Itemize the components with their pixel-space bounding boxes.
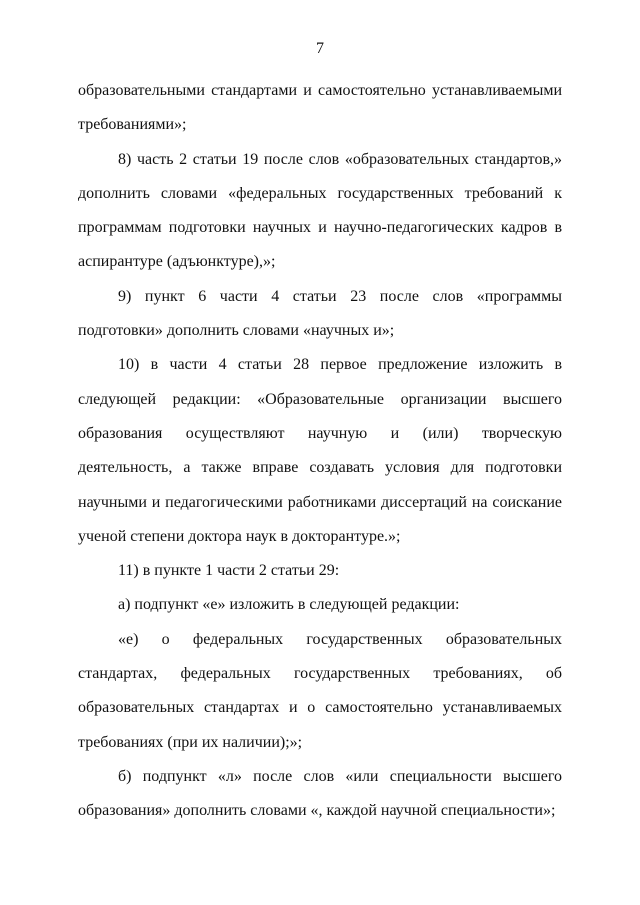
paragraph: 8) часть 2 статьи 19 после слов «образовательных стандартов,» дополнить словами «федеральных государственных требований к программам подготовки научных и научно-педагогических кадров в аспирантуре (адъюнктуре),»; — [78, 150, 562, 271]
paragraph: б) подпункт «л» после слов «или специальности высшего образования» дополнить словами «, каждой научной специальности»; — [78, 767, 562, 820]
page-number: 7 — [316, 40, 324, 57]
paragraph: 10) в части 4 статьи 28 первое предложение изложить в следующей редакции: «Образовательные организации высшего образования осуществляют научную и (или) творческую деятельность, а также вправе создавать условия для подготовки научными и педагогическими работниками диссертаций на соискание ученой степени доктора наук в докторантуре.»; — [78, 356, 562, 545]
paragraph: «е) о федеральных государственных образовательных стандартах, федеральных государственных требованиях, об образовательных стандартах и о самостоятельно устанавливаемых требованиях (при их наличии);»; — [78, 630, 562, 751]
paragraph: образовательными стандартами и самостоятельно устанавливаемыми требованиями»; — [78, 82, 562, 134]
paragraph: 11) в пункте 1 части 2 статьи 29: — [118, 562, 340, 580]
paragraph: а) подпункт «е» изложить в следующей редакции: — [118, 596, 460, 614]
paragraph: 9) пункт 6 части 4 статьи 23 после слов «программы подготовки» дополнить словами «научных и»; — [78, 287, 562, 340]
document-body — [78, 74, 562, 829]
